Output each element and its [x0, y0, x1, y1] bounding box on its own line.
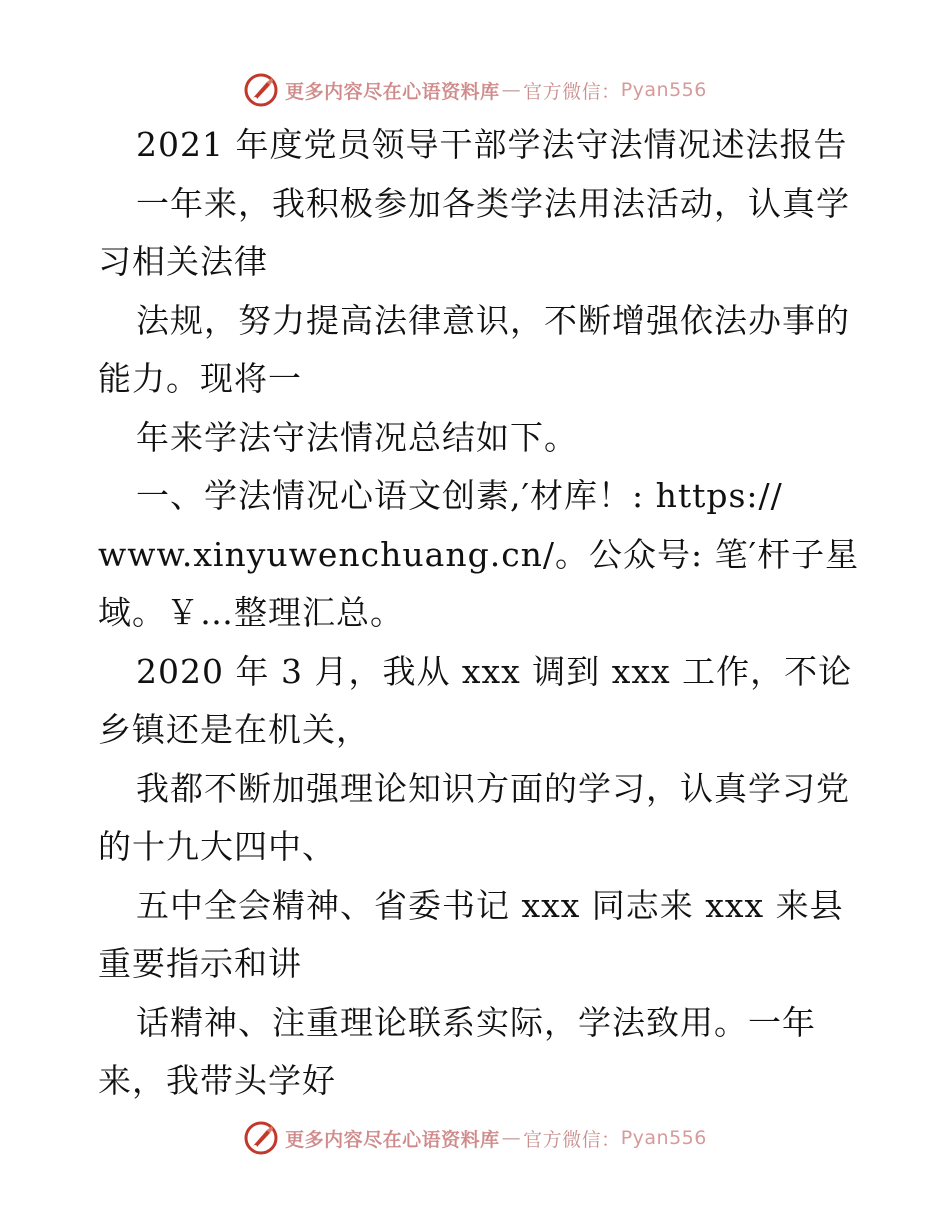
watermark-separator: —: [501, 1127, 522, 1149]
watermark-brand: 更多内容尽在心语资料库: [285, 80, 500, 103]
quill-pen-logo-icon: [243, 1120, 279, 1156]
text-line: 2020 年 3 月，我从 xxx 调到 xxx 工作，不论: [136, 651, 853, 691]
text-line: 来，我带头学好: [98, 1061, 336, 1100]
text-line: 法规，努力提高法律意识，不断增强依法办事的: [136, 300, 850, 340]
text-line: 话精神、注重理论联系实际，学法致用。一年: [136, 1002, 816, 1042]
text-line: www.xinyuwenchuang.cn/。公众号: 笔′杆子星: [98, 534, 860, 574]
text-line: 能力。现将一: [98, 359, 302, 398]
watermark-wechat-label: 官方微信：: [523, 80, 621, 103]
text-line: 一年来，我积极参加各类学法用法活动，认真学: [136, 183, 850, 223]
text-line: 习相关法律: [98, 242, 268, 281]
text-line: 我都不断加强理论知识方面的学习，认真学习党: [136, 768, 850, 808]
watermark-wechat-label: 官方微信：: [523, 1128, 621, 1151]
text-line: 域。￥…整理汇总。: [98, 593, 404, 632]
quill-pen-logo-icon: [243, 72, 279, 108]
text-line: 乡镇还是在机关，: [98, 710, 370, 749]
document-title: 2021 年度党员领导干部学法守法情况述法报告: [136, 125, 848, 164]
watermark-wechat-id: Pyan556: [620, 1127, 707, 1149]
text-line: 年来学法守法情况总结如下。: [136, 417, 578, 457]
text-line: 的十九大四中、: [98, 827, 336, 866]
text-line: 重要指示和讲: [98, 944, 302, 983]
watermark-separator: —: [501, 79, 522, 101]
text-line: 五中全会精神、省委书记 xxx 同志来 xxx 来县: [136, 885, 844, 925]
watermark-banner-bottom: [0, 1118, 950, 1158]
document-body: [98, 116, 858, 1111]
section-heading-line: 一、学法情况心语文创素,′材库！: https://: [136, 476, 783, 515]
watermark-banner-top: [0, 70, 950, 110]
watermark-brand: 更多内容尽在心语资料库: [285, 1128, 500, 1151]
watermark-wechat-id: Pyan556: [620, 79, 707, 101]
